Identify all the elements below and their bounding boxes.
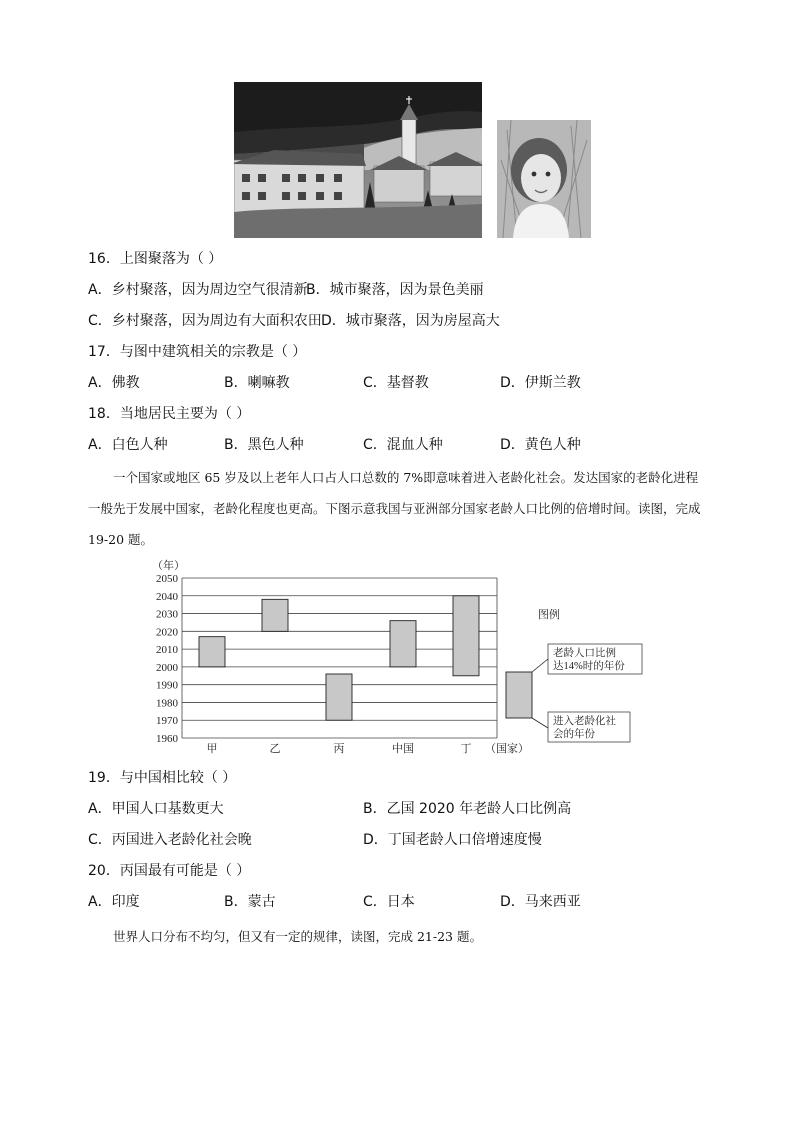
legend-top-leader (532, 659, 548, 672)
question-16-stem: 16．上图聚落为（ ） (88, 251, 223, 267)
q16-option-d: D．城市聚落，因为房屋高大 (321, 313, 500, 329)
legend-bottom-label-line1: 进入老龄化社 (553, 716, 616, 727)
q19-option-d: D．丁国老龄人口倍增速度慢 (363, 832, 542, 848)
legend-top-label-line2: 达14%时的年份 (553, 661, 625, 672)
range-bar (390, 621, 416, 667)
child-illustration (497, 120, 591, 238)
x-tick-label: 乙 (269, 743, 281, 755)
y-tick-label: 2030 (156, 608, 178, 621)
q18-option-d: D．黄色人种 (500, 437, 581, 453)
y-axis-label: （年） (152, 560, 185, 572)
q18-option-b: B．黑色人种 (224, 437, 304, 453)
q20-option-d: D．马来西亚 (500, 894, 581, 910)
range-bar (262, 599, 288, 631)
village-illustration (234, 82, 482, 238)
q19-option-a: A．甲国人口基数更大 (88, 801, 224, 817)
q18-option-a: A．白色人种 (88, 437, 168, 453)
x-axis-label: （国家） (485, 743, 529, 755)
legend-title: 图例 (538, 609, 560, 621)
legend-bottom-label-line2: 会的年份 (553, 729, 595, 740)
range-bar (326, 674, 352, 720)
q19-option-b: B．乙国 2020 年老龄人口比例高 (363, 801, 572, 817)
q17-option-d: D．伊斯兰教 (500, 375, 581, 391)
y-tick-label: 1970 (156, 715, 178, 728)
x-tick-label: 甲 (206, 743, 218, 755)
aging-chart-svg (140, 558, 660, 758)
question-20-stem: 20．丙国最有可能是（ ） (88, 863, 251, 879)
legend-top-label-line1: 老龄人口比例 (553, 648, 616, 659)
x-tick-label: 中国 (392, 743, 414, 755)
y-tick-label: 2010 (156, 644, 178, 657)
q20-option-b: B．蒙古 (224, 894, 276, 910)
y-tick-label: 1980 (156, 697, 178, 710)
x-tick-label: 丙 (333, 743, 345, 755)
range-bar (199, 637, 225, 667)
legend-bar (506, 672, 532, 718)
y-tick-label: 1960 (156, 733, 178, 745)
range-bar (453, 596, 479, 676)
y-tick-label: 2050 (156, 573, 178, 585)
q20-option-c: C．日本 (363, 894, 415, 910)
q17-option-a: A．佛教 (88, 375, 140, 391)
aging-chart (140, 558, 660, 758)
legend-bottom-leader (532, 718, 548, 728)
q17-option-c: C．基督教 (363, 375, 429, 391)
intro-paragraph: 一个国家或地区 65 岁及以上老年人口占人口总数的 7%即意味着进入老龄化社会。发达国家的老龄化进程一般先于发展中国家，老龄化程度也更高。下图示意我国与亚洲部分国家老龄人口比例的倍增时间。读图，完成 19-20 题。 (88, 470, 701, 547)
outro-paragraph: 世界人口分布不均匀，但又有一定的规律，读图，完成 21-23 题。 (113, 929, 482, 944)
y-tick-label: 2020 (156, 626, 178, 639)
q20-option-a: A．印度 (88, 894, 140, 910)
y-tick-label: 1990 (156, 679, 178, 692)
village-photo (234, 82, 482, 238)
q16-option-a: A．乡村聚落，因为周边空气很清新 (88, 282, 308, 298)
y-tick-label: 2000 (156, 661, 178, 674)
question-17-stem: 17．与图中建筑相关的宗教是（ ） (88, 344, 307, 360)
q17-option-b: B．喇嘛教 (224, 375, 290, 391)
y-tick-label: 2040 (156, 590, 178, 603)
question-18-stem: 18．当地居民主要为（ ） (88, 406, 251, 422)
question-19-stem: 19．与中国相比较（ ） (88, 770, 237, 786)
q16-option-b: B．城市聚落，因为景色美丽 (306, 282, 484, 298)
child-photo (497, 120, 591, 238)
q19-option-c: C．丙国进入老龄化社会晚 (88, 832, 252, 848)
x-tick-label: 丁 (460, 743, 472, 755)
q16-option-c: C．乡村聚落，因为周边有大面积农田 (88, 313, 322, 329)
q18-option-c: C．混血人种 (363, 437, 443, 453)
